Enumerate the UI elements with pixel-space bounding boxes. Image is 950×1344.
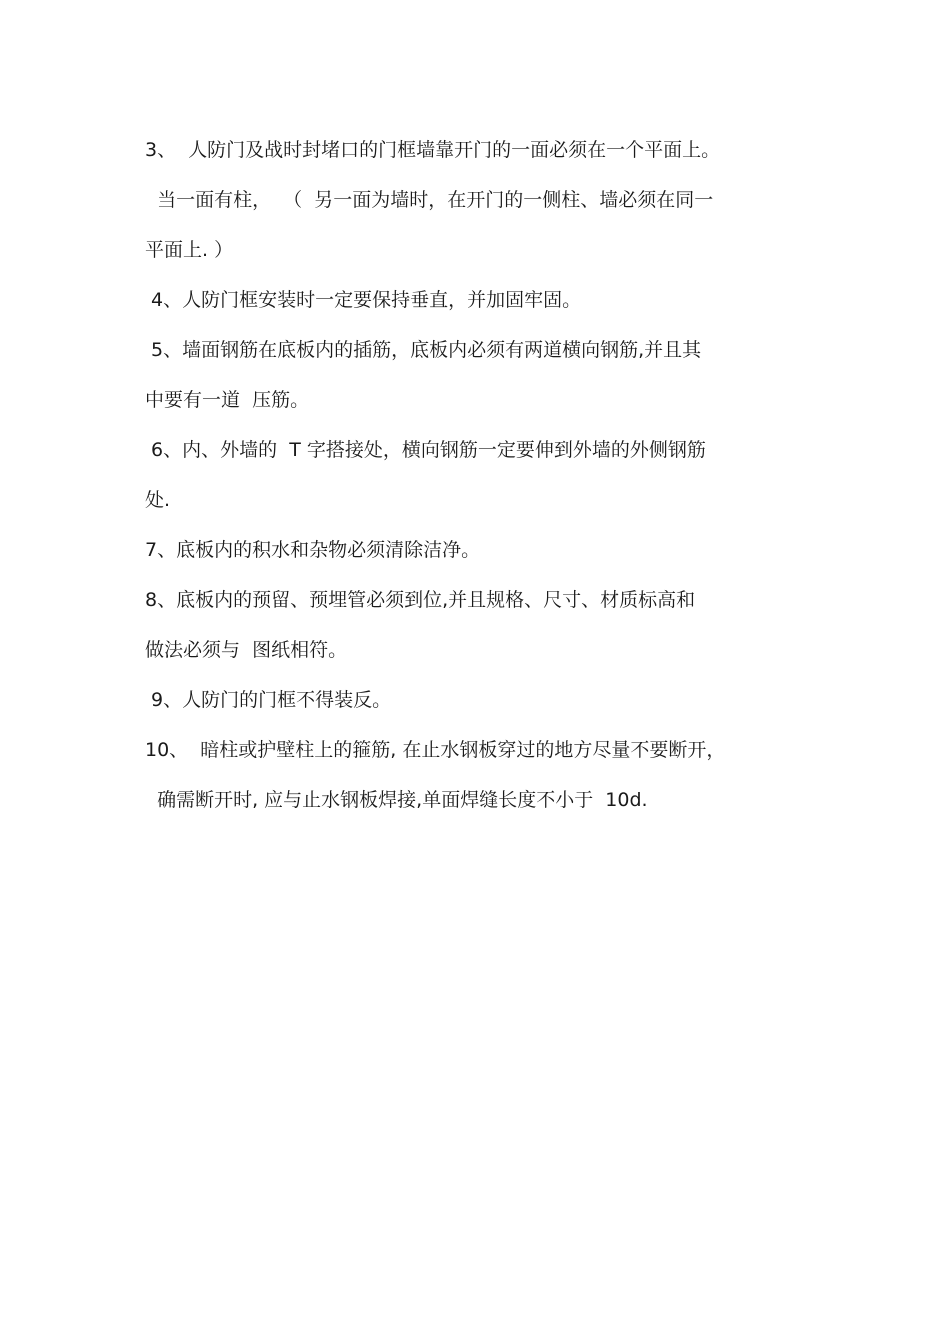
text-line-item-3-cont-2: 平面上. ） bbox=[145, 239, 234, 261]
text-line-item-10: 10、 暗柱或护壁柱上的箍筋, 在止水钢板穿过的地方尽量不要断开， bbox=[145, 739, 726, 761]
text-line-item-3: 3、 人防门及战时封堵口的门框墙靠开门的一面必须在一个平面上。 bbox=[145, 139, 721, 161]
text-line-item-5-cont: 中要有一道 压筋。 bbox=[145, 389, 310, 411]
text-line-item-7: 7、底板内的积水和杂物必须清除洁净。 bbox=[145, 539, 481, 561]
text-line-item-4: 4、人防门框安装时一定要保持垂直，并加固牢固。 bbox=[145, 289, 582, 311]
text-line-item-9: 9、人防门的门框不得装反。 bbox=[145, 689, 392, 711]
text-line-item-6: 6、内、外墙的 T 字搭接处，横向钢筋一定要伸到外墙的外侧钢筋 bbox=[145, 439, 706, 461]
text-line-item-5: 5、墙面钢筋在底板内的插筋，底板内必须有两道横向钢筋,并且其 bbox=[145, 339, 702, 361]
text-line-item-6-cont: 处. bbox=[145, 489, 171, 511]
text-line-item-10-cont: 确需断开时, 应与止水钢板焊接,单面焊缝长度不小于 10d. bbox=[145, 789, 648, 811]
text-line-item-3-cont-1: 当一面有柱， （ 另一面为墙时，在开门的一侧柱、墙必须在同一 bbox=[145, 189, 714, 211]
text-line-item-8-cont: 做法必须与 图纸相符。 bbox=[145, 639, 348, 661]
text-line-item-8: 8、底板内的预留、预埋管必须到位,并且规格、尺寸、材质标高和 bbox=[145, 589, 696, 611]
